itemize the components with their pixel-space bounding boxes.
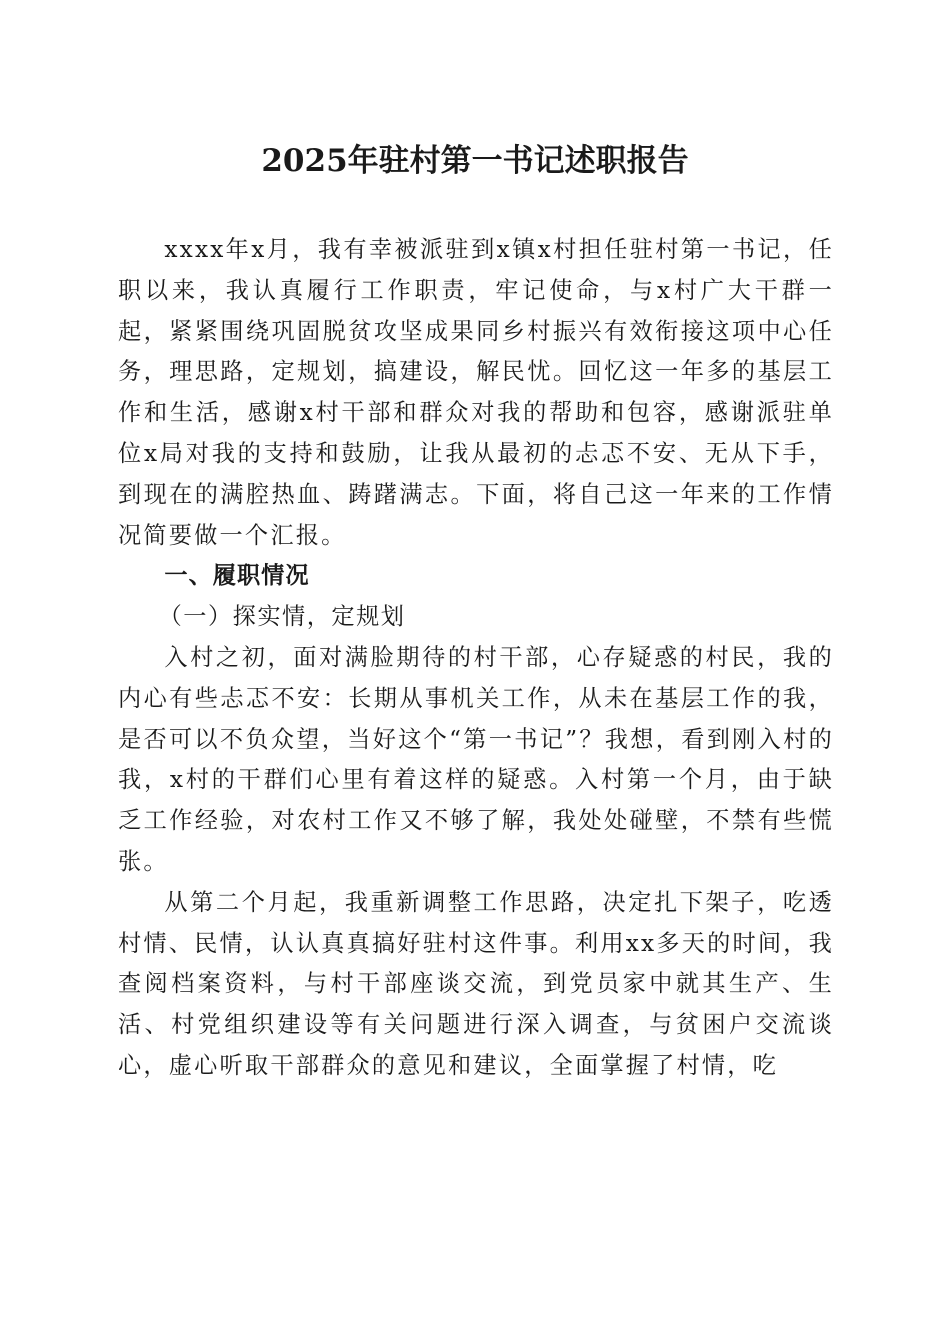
document-body	[118, 230, 834, 1087]
document-title: 2025年驻村第一书记述职报告	[261, 143, 689, 179]
body-paragraph: 从第二个月起，我重新调整工作思路，决定扎下架子，吃透村情、民情，认认真真搞好驻村这件事。利用xx多天的时间，我查阅档案资料，与村干部座谈交流，到党员家中就其生产、生活、村党组织建设等有关问题进行深入调查，与贫困户交流谈心，虚心听取干部群众的意见和建议，全面掌握了村情，吃	[118, 888, 835, 1079]
body-paragraph: 入村之初，面对满脸期待的村干部，心存疑惑的村民，我的内心有些忐忑不安：长期从事机关工作，从未在基层工作的我，是否可以不负众望，当好这个“第一书记”？我想，看到刚入村的我，x村的干群们心里有着这样的疑惑。入村第一个月，由于缺乏工作经验，对农村工作又不够了解，我处处碰壁，不禁有些慌张。	[118, 643, 834, 875]
intro-paragraph: xxxx年x月，我有幸被派驻到x镇x村担任驻村第一书记，任职以来，我认真履行工作职责，牢记使命，与x村广大干群一起，紧紧围绕巩固脱贫攻坚成果同乡村振兴有效衔接这项中心任务，理思路，定规划，搞建设，解民忧。回忆这一年多的基层工作和生活，感谢x村干部和群众对我的帮助和包容，感谢派驻单位x局对我的支持和鼓励，让我从最初的忐忑不安、无从下手，到现在的满腔热血、踌躇满志。下面，将自己这一年来的工作情况简要做一个汇报。	[118, 236, 834, 549]
section-heading: 一、履职情况	[164, 562, 310, 590]
subsection-heading: （一）探实情，定规划	[158, 603, 406, 631]
